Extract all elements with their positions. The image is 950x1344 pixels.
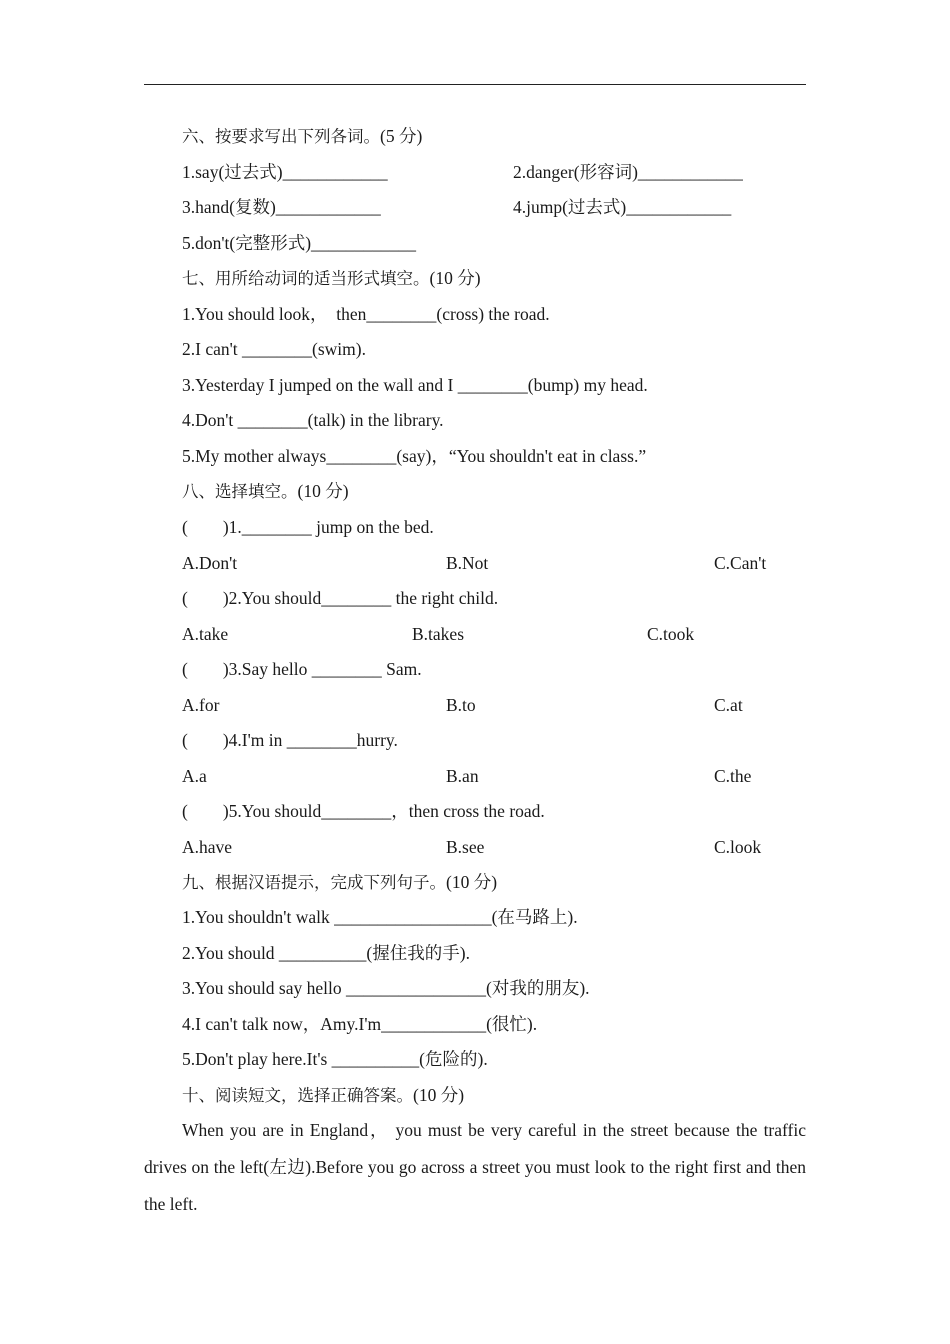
section7-item-5: 5.My mother always________(say)，“You shouldn't eat in class.” bbox=[182, 446, 647, 466]
question-4-option-a: A.a bbox=[182, 766, 207, 786]
section6-item-3: 3.hand(复数)____________ bbox=[182, 197, 381, 217]
section9-item-4: 4.I can't talk now，Amy.I'm____________(很忙). bbox=[182, 1014, 538, 1034]
section8-heading: 八、选择填空。(10 分) bbox=[182, 481, 349, 501]
section10-heading: 十、阅读短文，选择正确答案。(10 分) bbox=[182, 1085, 465, 1105]
question-5-stem: ( )5.You should________，then cross the road. bbox=[182, 801, 545, 821]
question-2-option-a: A.take bbox=[182, 624, 229, 644]
question-4-option-b: B.an bbox=[446, 766, 479, 786]
section9-item-5: 5.Don't play here.It's __________(危险的). bbox=[182, 1049, 488, 1069]
section6-item-2: 2.danger(形容词)____________ bbox=[513, 162, 743, 182]
section7-heading: 七、用所给动词的适当形式填空。(10 分) bbox=[182, 268, 481, 288]
section7-item-2: 2.I can't ________(swim). bbox=[182, 339, 366, 359]
header-rule bbox=[144, 84, 806, 85]
question-2-option-c: C.took bbox=[647, 624, 695, 644]
question-5-option-b: B.see bbox=[446, 837, 485, 857]
question-3-option-c: C.at bbox=[714, 695, 743, 715]
section9-item-1: 1.You shouldn't walk __________________(在马路上). bbox=[182, 907, 578, 927]
section6-item-5: 5.don't(完整形式)____________ bbox=[182, 233, 417, 253]
question-1-option-c: C.Can't bbox=[714, 553, 767, 573]
reading-passage bbox=[144, 1112, 806, 1223]
section9-item-3: 3.You should say hello ________________(对我的朋友). bbox=[182, 978, 590, 998]
section7-item-3: 3.Yesterday I jumped on the wall and I ________(bump) my head. bbox=[182, 375, 648, 395]
question-3-stem: ( )3.Say hello ________ Sam. bbox=[182, 659, 422, 679]
section6-heading: 六、按要求写出下列各词。(5 分) bbox=[182, 126, 423, 146]
question-3-option-a: A.for bbox=[182, 695, 220, 715]
question-4-option-c: C.the bbox=[714, 766, 752, 786]
question-1-stem: ( )1.________ jump on the bed. bbox=[182, 517, 434, 537]
section6-item-1: 1.say(过去式)____________ bbox=[182, 162, 388, 182]
section6-item-4: 4.jump(过去式)____________ bbox=[513, 197, 732, 217]
question-5-option-a: A.have bbox=[182, 837, 233, 857]
section9-item-2: 2.You should __________(握住我的手). bbox=[182, 943, 470, 963]
question-3-option-b: B.to bbox=[446, 695, 476, 715]
section9-heading: 九、根据汉语提示，完成下列句子。(10 分) bbox=[182, 872, 498, 892]
question-1-option-b: B.Not bbox=[446, 553, 489, 573]
question-1-option-a: A.Don't bbox=[182, 553, 238, 573]
section7-item-4: 4.Don't ________(talk) in the library. bbox=[182, 410, 444, 430]
reading-passage-text: When you are in England， you must be very careful in the street because the traffic drives on the left(左边).Before you go across a street you must look to the right first and then the left. bbox=[144, 1120, 806, 1214]
question-4-stem: ( )4.I'm in ________hurry. bbox=[182, 730, 398, 750]
section7-item-1: 1.You should look， then________(cross) the road. bbox=[182, 304, 550, 324]
question-2-option-b: B.takes bbox=[412, 624, 465, 644]
question-2-stem: ( )2.You should________ the right child. bbox=[182, 588, 499, 608]
question-5-option-c: C.look bbox=[714, 837, 762, 857]
